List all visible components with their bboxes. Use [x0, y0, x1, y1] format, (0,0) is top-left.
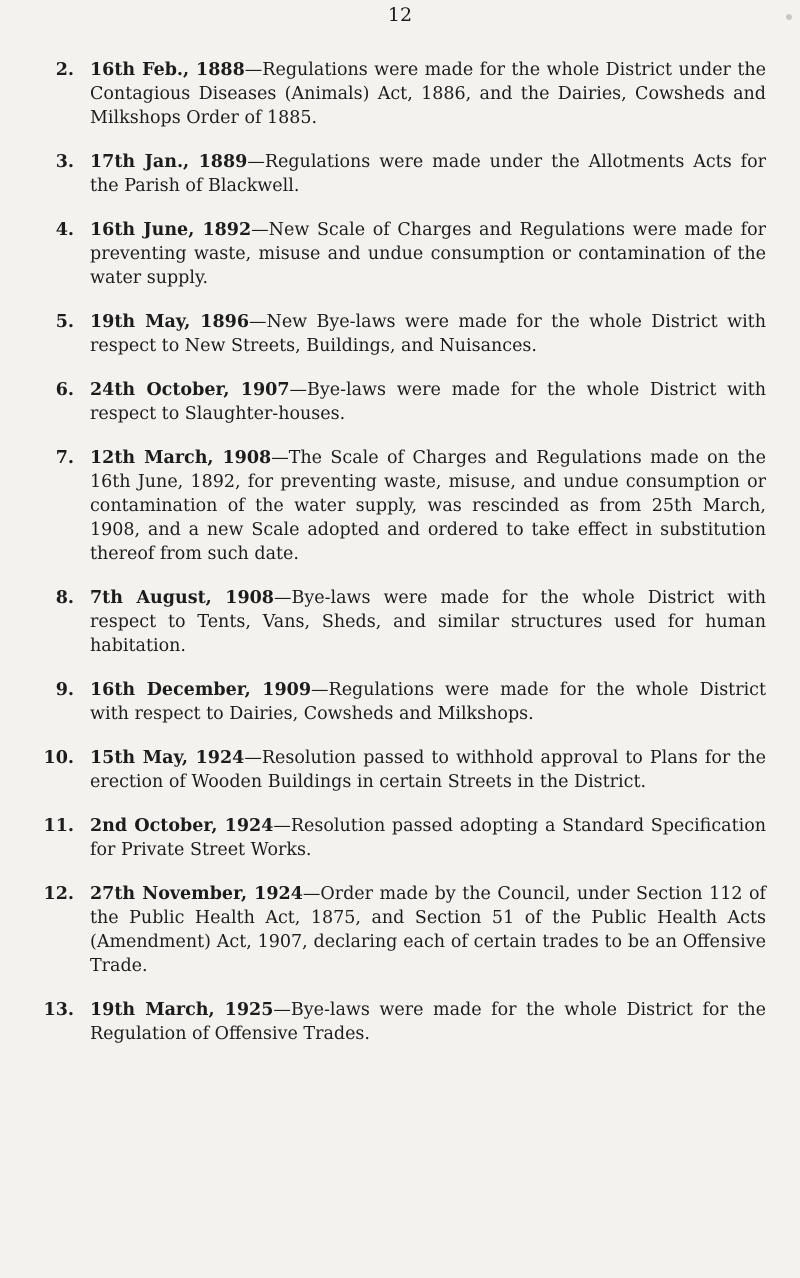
entry-body: —Bye-laws were made for the whole District for the Regulation of Offensive Trades.	[90, 1000, 767, 1044]
entry-body: —Resolution passed adopting a Standard Specification for Private Street Works.	[90, 816, 767, 860]
entry-body: —Resolution passed to withhold approval to Plans for the erection of Wooden Buildings in certain Streets in the District.	[90, 748, 766, 792]
entry-text	[90, 586, 766, 658]
entry-date: 27th November, 1924	[90, 884, 303, 904]
entry-date: 12th March, 1908	[90, 448, 272, 468]
entry-date: 24th October, 1907	[90, 380, 290, 400]
entry-number: 6.	[55, 380, 74, 400]
entry-date: 16th December, 1909	[90, 680, 312, 700]
entry-text	[90, 378, 766, 426]
entry-body: —New Bye-laws were made for the whole District with respect to New Streets, Buildings, and Nuisances.	[90, 312, 766, 356]
list-item	[0, 882, 800, 978]
entry-number: 12.	[43, 884, 74, 904]
list-item	[0, 310, 800, 358]
entry-number: 10.	[43, 748, 74, 768]
list-item	[0, 998, 800, 1046]
entry-text	[90, 678, 766, 726]
entry-number: 4.	[55, 220, 74, 240]
entry-number: 8.	[55, 588, 74, 608]
entry-body: —Bye-laws were made for the whole District with respect to Tents, Vans, Sheds, and similar structures used for human habitation.	[90, 588, 766, 656]
entry-body: —New Scale of Charges and Regulations were made for preventing waste, misuse and undue consumption or contamination of the water supply.	[90, 220, 766, 288]
entry-text	[90, 218, 766, 290]
list-item	[0, 58, 800, 130]
entry-number: 11.	[43, 816, 74, 836]
entry-body: —Regulations were made for the whole District with respect to Dairies, Cowsheds and Milkshops.	[90, 680, 767, 724]
entry-date: 19th March, 1925	[90, 1000, 274, 1020]
entry-date: 19th May, 1896	[90, 312, 249, 332]
entry-date: 7th August, 1908	[90, 588, 274, 608]
entry-text	[90, 446, 766, 566]
list-item	[0, 150, 800, 198]
entry-text	[90, 814, 766, 862]
entry-date: 2nd October, 1924	[90, 816, 274, 836]
entry-number: 5.	[55, 312, 74, 332]
list-item	[0, 746, 800, 794]
entry-date: 16th Feb., 1888	[90, 60, 245, 80]
list-item	[0, 218, 800, 290]
entry-number: 3.	[55, 152, 74, 172]
entry-date: 17th Jan., 1889	[90, 152, 248, 172]
entry-text	[90, 58, 766, 130]
entry-number: 2.	[55, 60, 74, 80]
entry-text	[90, 150, 766, 198]
entry-text	[90, 310, 766, 358]
entry-body: —Bye-laws were made for the whole District with respect to Slaughter-houses.	[90, 380, 766, 424]
entry-text	[90, 998, 766, 1046]
entry-text	[90, 746, 766, 794]
list-item	[0, 446, 800, 566]
entry-number: 13.	[43, 1000, 74, 1020]
list-item	[0, 378, 800, 426]
list-item	[0, 586, 800, 658]
entry-body: —Regulations were made under the Allotments Acts for the Parish of Blackwell.	[90, 152, 766, 196]
entry-number: 9.	[55, 680, 74, 700]
entries-list	[0, 58, 800, 1066]
entry-body: —Order made by the Council, under Section 112 of the Public Health Act, 1875, and Section 51 of the Public Health Acts (Amendment) Act, 1907, declaring each of certain trades to be an Offensive Trade.	[90, 884, 766, 976]
page-number: 12	[387, 4, 413, 26]
entry-text	[90, 882, 766, 978]
entry-date: 15th May, 1924	[90, 748, 245, 768]
list-item	[0, 678, 800, 726]
entry-body: —Regulations were made for the whole District under the Contagious Diseases (Animals) Act, 1886, and the Dairies, Cowsheds and Milkshops Order of 1885.	[90, 60, 766, 128]
speck-mark	[786, 14, 792, 20]
entry-number: 7.	[55, 448, 74, 468]
entry-body: —The Scale of Charges and Regulations made on the 16th June, 1892, for preventing waste, misuse, and undue consumption or contamination of the water supply, was rescinded as from 25th March, 1908, and a new Scale adopted and ordered to take effect in substitution thereof from such date.	[90, 448, 767, 564]
list-item	[0, 814, 800, 862]
entry-date: 16th June, 1892	[90, 220, 252, 240]
